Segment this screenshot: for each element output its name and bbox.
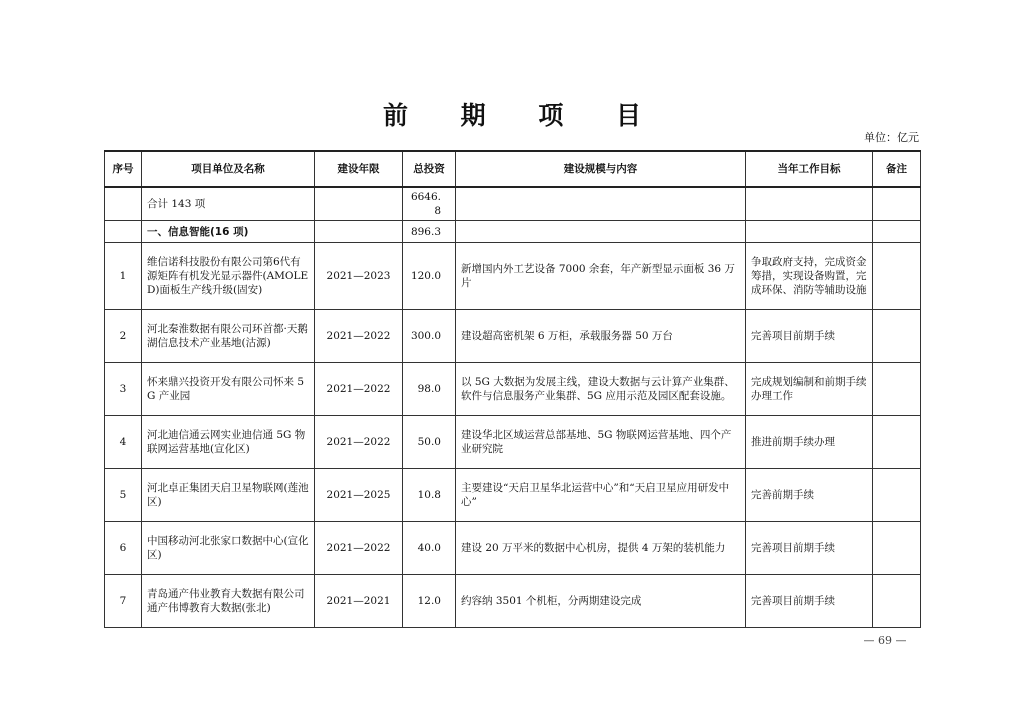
row-invest: 98.0 — [403, 363, 456, 416]
header-num: 序号 — [105, 151, 142, 187]
total-label: 合计 143 项 — [142, 187, 315, 221]
row-goal: 完成规划编制和前期手续办理工作 — [746, 363, 873, 416]
header-goal: 当年工作目标 — [746, 151, 873, 187]
section-scale — [456, 221, 746, 243]
table-row — [105, 522, 921, 575]
page-number: — 69 — — [863, 634, 907, 647]
row-period: 2021—2022 — [315, 363, 403, 416]
table-row — [105, 416, 921, 469]
row-num: 3 — [105, 363, 142, 416]
section-num — [105, 221, 142, 243]
unit-note: 单位：亿元 — [864, 131, 919, 144]
row-scale: 建设超高密机架 6 万柜，承载服务器 50 万台 — [456, 310, 746, 363]
row-goal: 完善项目前期手续 — [746, 575, 873, 628]
row-scale: 建设 20 万平米的数据中心机房，提供 4 万架的装机能力 — [456, 522, 746, 575]
total-note — [873, 187, 921, 221]
row-name: 河北卓正集团天启卫星物联网(莲池区) — [142, 469, 315, 522]
row-goal: 完善前期手续 — [746, 469, 873, 522]
page-title: 前 期 项 目 — [382, 101, 664, 130]
row-num: 7 — [105, 575, 142, 628]
row-invest: 300.0 — [403, 310, 456, 363]
table-row — [105, 243, 921, 310]
row-num: 5 — [105, 469, 142, 522]
header-note: 备注 — [873, 151, 921, 187]
section-label: 一、信息智能(16 项) — [142, 221, 315, 243]
row-period: 2021—2025 — [315, 469, 403, 522]
row-goal: 推进前期手续办理 — [746, 416, 873, 469]
row-name: 青岛通产伟业教育大数据有限公司通产伟博教育大数据(张北) — [142, 575, 315, 628]
header-name: 项目单位及名称 — [142, 151, 315, 187]
row-invest: 120.0 — [403, 243, 456, 310]
row-num: 2 — [105, 310, 142, 363]
row-name: 维信诺科技股份有限公司第6代有源矩阵有机发光显示器件(AMOLED)面板生产线升级(固安) — [142, 243, 315, 310]
total-goal — [746, 187, 873, 221]
section-note — [873, 221, 921, 243]
row-invest: 50.0 — [403, 416, 456, 469]
row-note — [873, 363, 921, 416]
row-goal: 完善项目前期手续 — [746, 522, 873, 575]
row-period: 2021—2022 — [315, 522, 403, 575]
row-invest: 12.0 — [403, 575, 456, 628]
table-row — [105, 575, 921, 628]
row-note — [873, 575, 921, 628]
row-num: 4 — [105, 416, 142, 469]
total-invest: 6646.8 — [403, 187, 456, 221]
section-row — [105, 221, 921, 243]
row-num: 6 — [105, 522, 142, 575]
section-invest: 896.3 — [403, 221, 456, 243]
row-goal: 完善项目前期手续 — [746, 310, 873, 363]
row-num: 1 — [105, 243, 142, 310]
projects-table — [104, 150, 921, 628]
total-row — [105, 187, 921, 221]
row-scale: 建设华北区域运营总部基地、5G 物联网运营基地、四个产业研究院 — [456, 416, 746, 469]
header-invest: 总投资 — [403, 151, 456, 187]
row-note — [873, 243, 921, 310]
row-scale: 约容纳 3501 个机柜，分两期建设完成 — [456, 575, 746, 628]
row-period: 2021—2022 — [315, 310, 403, 363]
section-period — [315, 221, 403, 243]
row-note — [873, 469, 921, 522]
table-header-row — [105, 151, 921, 187]
row-scale: 以 5G 大数据为发展主线，建设大数据与云计算产业集群、软件与信息服务产业集群、5G 应用示范及园区配套设施。 — [456, 363, 746, 416]
row-invest: 40.0 — [403, 522, 456, 575]
row-period: 2021—2023 — [315, 243, 403, 310]
row-note — [873, 522, 921, 575]
section-goal — [746, 221, 873, 243]
row-note — [873, 310, 921, 363]
row-name: 中国移动河北张家口数据中心(宣化区) — [142, 522, 315, 575]
row-scale: 主要建设“天启卫星华北运营中心”和“天启卫星应用研发中心” — [456, 469, 746, 522]
table-row — [105, 363, 921, 416]
header-scale: 建设规模与内容 — [456, 151, 746, 187]
row-goal: 争取政府支持，完成资金筹措，实现设备购置，完成环保、消防等辅助设施 — [746, 243, 873, 310]
row-name: 河北秦淮数据有限公司环首都·天鹅湖信息技术产业基地(沽源) — [142, 310, 315, 363]
row-name: 怀来鼎兴投资开发有限公司怀来 5G 产业园 — [142, 363, 315, 416]
table-row — [105, 469, 921, 522]
row-note — [873, 416, 921, 469]
header-period: 建设年限 — [315, 151, 403, 187]
row-scale: 新增国内外工艺设备 7000 余套，年产新型显示面板 36 万片 — [456, 243, 746, 310]
total-num — [105, 187, 142, 221]
row-period: 2021—2021 — [315, 575, 403, 628]
table-row — [105, 310, 921, 363]
row-name: 河北迪信通云网实业迪信通 5G 物联网运营基地(宣化区) — [142, 416, 315, 469]
total-scale — [456, 187, 746, 221]
row-invest: 10.8 — [403, 469, 456, 522]
row-period: 2021—2022 — [315, 416, 403, 469]
total-period — [315, 187, 403, 221]
